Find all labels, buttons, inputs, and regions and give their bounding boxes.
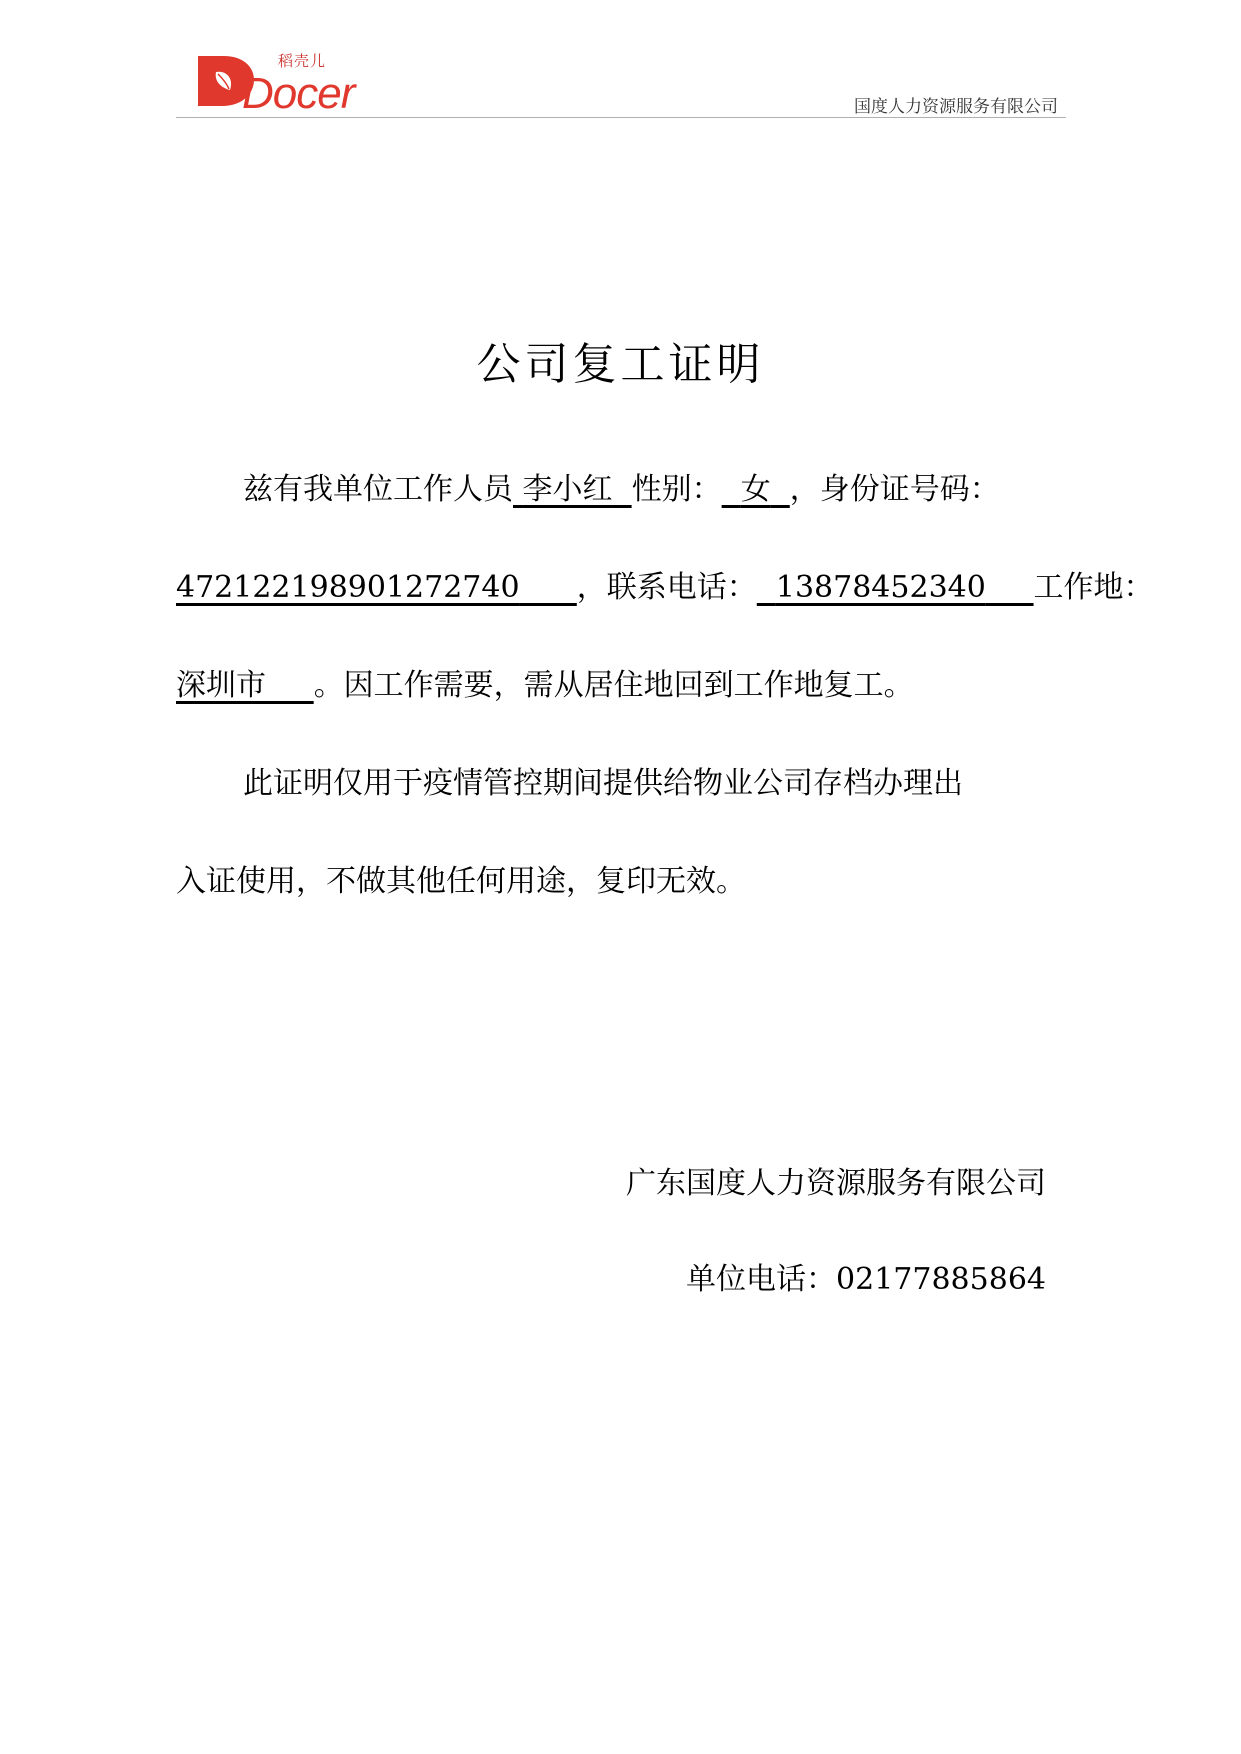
gender-value: 女 xyxy=(740,472,771,507)
paragraph-2-line-2: 入证使用，不做其他任何用途，复印无效。 xyxy=(176,864,746,899)
gender-label: 性别： xyxy=(631,472,722,507)
phone-label: ，联系电话： xyxy=(576,570,757,605)
employee-name: 李小红 xyxy=(522,472,613,507)
paragraph-1-line-3 xyxy=(176,666,1061,706)
logo-chinese-text: 稻壳儿 xyxy=(278,52,327,70)
phone-value: 13878452340 xyxy=(775,570,986,605)
reason-text: 。因工作需要，需从居住地回到工作地复工。 xyxy=(313,668,914,703)
intro-text: 兹有我单位工作人员 xyxy=(243,472,513,507)
id-number: 472122198901272740 xyxy=(176,570,520,605)
paragraph-1-line-1 xyxy=(243,470,1073,510)
paragraph-2-line-1: 此证明仅用于疫情管控期间提供给物业公司存档办理出 xyxy=(243,766,963,801)
signature-phone-label: 单位电话： xyxy=(686,1262,837,1297)
paragraph-1-line-2 xyxy=(176,568,1154,608)
signature-phone xyxy=(686,1254,1046,1298)
workplace-value: 深圳市 xyxy=(176,668,266,703)
docer-logo xyxy=(196,42,356,118)
id-label: ，身份证号码： xyxy=(789,472,1000,507)
header-company-name: 国度人力资源服务有限公司 xyxy=(854,97,1058,117)
header-divider xyxy=(176,117,1066,118)
logo-english-text: Docer xyxy=(242,69,355,118)
workplace-label: 工作地： xyxy=(1033,570,1154,605)
signature-phone-value: 02177885864 xyxy=(836,1262,1046,1297)
document-title: 公司复工证明 xyxy=(476,339,765,390)
signature-company: 广东国度人力资源服务有限公司 xyxy=(626,1166,1046,1201)
